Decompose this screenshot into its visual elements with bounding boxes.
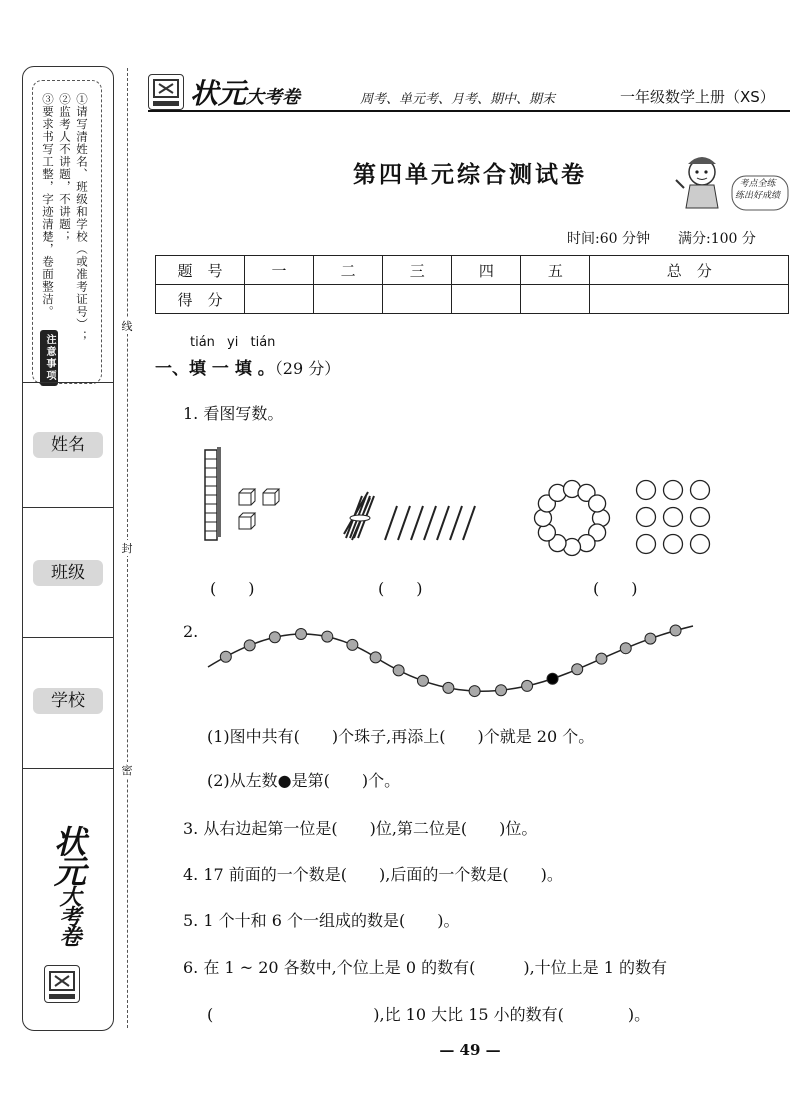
notice-line-1: ①请写清姓名、班级和学校（或准考证号）；: [75, 93, 89, 343]
header-brand: [190, 72, 300, 112]
header-logo-icon: [148, 74, 184, 110]
bead: [269, 632, 280, 643]
circle: [691, 481, 710, 500]
table-cell: 三: [383, 256, 452, 285]
sidebar-divider: [22, 637, 114, 638]
question-6-line-2: ( ),比 10 大比 15 小的数有( )。: [207, 1005, 651, 1024]
black-bead: [547, 673, 558, 684]
circle: [664, 535, 683, 554]
circle: [664, 508, 683, 527]
section-heading: [155, 354, 340, 379]
score-table-score-row: [156, 285, 789, 314]
circle: [589, 495, 606, 512]
time-and-score-info: 时间:60 分钟 满分:100 分: [567, 231, 756, 247]
bead: [322, 631, 333, 642]
table-cell: 总 分: [590, 256, 789, 285]
bead: [347, 639, 358, 650]
score-input-cell[interactable]: [521, 285, 590, 314]
class-field-label: 班级: [33, 560, 103, 586]
mascot-caption-line-1: 考点全练: [739, 179, 776, 189]
question-2-part-1: (1)图中共有( )个珠子,再添上( )个就是 20 个。: [207, 727, 595, 746]
page-title: 第四单元综合测试卷: [353, 161, 587, 188]
score-input-cell[interactable]: [383, 285, 452, 314]
question-3: 3. 从右边起第一位是( )位,第二位是( )位。: [183, 819, 538, 838]
bead: [370, 652, 381, 663]
circle: [691, 535, 710, 554]
cut-mark-seal: 封: [119, 540, 135, 556]
sidebar-brand-small: 大考卷: [56, 885, 81, 945]
unit-cube: [239, 489, 255, 505]
bead: [393, 665, 404, 676]
sidebar-divider: [22, 768, 114, 769]
bead: [469, 686, 480, 697]
notice-label: 注意事项: [40, 330, 58, 386]
header-brand-small: 大考卷: [246, 87, 301, 108]
single-sticks: [385, 506, 475, 540]
question-2-label: 2.: [183, 622, 199, 641]
bead: [670, 625, 681, 636]
notice-line-2: ②监考人不讲题，不讲题；: [58, 93, 72, 243]
answer-blank[interactable]: ( ): [210, 579, 255, 598]
single-stick: [398, 506, 410, 540]
question-2-part-2: (2)从左数●是第( )个。: [207, 771, 401, 790]
circle-ring-figure: [532, 478, 612, 558]
page-number: — 49 —: [439, 1041, 501, 1059]
table-cell: 二: [314, 256, 383, 285]
bead: [244, 640, 255, 651]
bead-string-figure: [205, 622, 695, 698]
circle-grid-figure: [632, 476, 714, 558]
sidebar-brand-big: 状元: [49, 825, 87, 885]
bead: [443, 682, 454, 693]
question-6-line-1: 6. 在 1 ~ 20 各数中,个位上是 0 的数有( ),十位上是 1 的数有: [183, 958, 668, 977]
answer-blank[interactable]: ( ): [378, 579, 423, 598]
circle: [637, 508, 656, 527]
bead: [620, 643, 631, 654]
section-pinyin: tián yi tián: [190, 335, 276, 350]
cut-mark-secret: 密: [119, 762, 135, 778]
school-field-label: 学校: [33, 688, 103, 714]
bead: [496, 685, 507, 696]
table-cell: 四: [452, 256, 521, 285]
mascot-caption-line-2: 练出好成绩: [735, 191, 781, 201]
publisher-logo-icon: [44, 965, 80, 1003]
single-stick: [424, 506, 436, 540]
question-4: 4. 17 前面的一个数是( ),后面的一个数是( )。: [183, 865, 563, 884]
score-input-cell[interactable]: [245, 285, 314, 314]
ten-rod: [205, 447, 221, 540]
table-cell: 题 号: [156, 256, 245, 285]
score-table: [155, 255, 789, 314]
sticks-bundle-figure: [340, 490, 480, 545]
mascot-caption: [735, 178, 780, 202]
bead: [417, 675, 428, 686]
bead: [572, 664, 583, 675]
score-table-header-row: [156, 256, 789, 285]
sidebar-brand-logo: [40, 805, 96, 965]
circle: [691, 508, 710, 527]
answer-blank[interactable]: ( ): [593, 579, 638, 598]
table-cell: 一: [245, 256, 314, 285]
score-input-cell[interactable]: [590, 285, 789, 314]
section-title: 一、填 一 填 。: [155, 359, 275, 379]
exam-types: 周考、单元考、月考、期中、期末: [360, 92, 556, 107]
bead: [296, 628, 307, 639]
score-input-cell[interactable]: [452, 285, 521, 314]
single-stick: [411, 506, 423, 540]
circle: [664, 481, 683, 500]
question-5: 5. 1 个十和 6 个一组成的数是( )。: [183, 911, 460, 930]
sidebar-divider: [22, 382, 114, 383]
bead: [596, 653, 607, 664]
stick-bundle: [344, 492, 374, 540]
score-input-cell[interactable]: [314, 285, 383, 314]
cut-mark-line: 线: [119, 318, 135, 334]
tens-blocks-figure: [195, 445, 285, 545]
circle: [637, 481, 656, 500]
table-cell: 得 分: [156, 285, 245, 314]
section-points: （29 分）: [274, 359, 341, 378]
notice-line-3: ③要求书写工整，字迹清楚，卷面整洁。: [41, 93, 55, 318]
single-stick: [385, 506, 397, 540]
single-stick: [437, 506, 449, 540]
question-1: 1. 看图写数。: [183, 404, 284, 423]
table-cell: 五: [521, 256, 590, 285]
header-brand-big: 状元: [190, 77, 247, 110]
sidebar-divider: [22, 507, 114, 508]
bead: [522, 680, 533, 691]
bead: [220, 651, 231, 662]
circle: [637, 535, 656, 554]
unit-cube: [239, 513, 255, 529]
bead: [645, 633, 656, 644]
single-stick: [450, 506, 462, 540]
name-field-label: 姓名: [33, 432, 103, 458]
grade-label: 一年级数学上册（XS）: [620, 88, 775, 106]
header-rule: [148, 110, 790, 112]
unit-cube: [263, 489, 279, 505]
single-stick: [463, 506, 475, 540]
